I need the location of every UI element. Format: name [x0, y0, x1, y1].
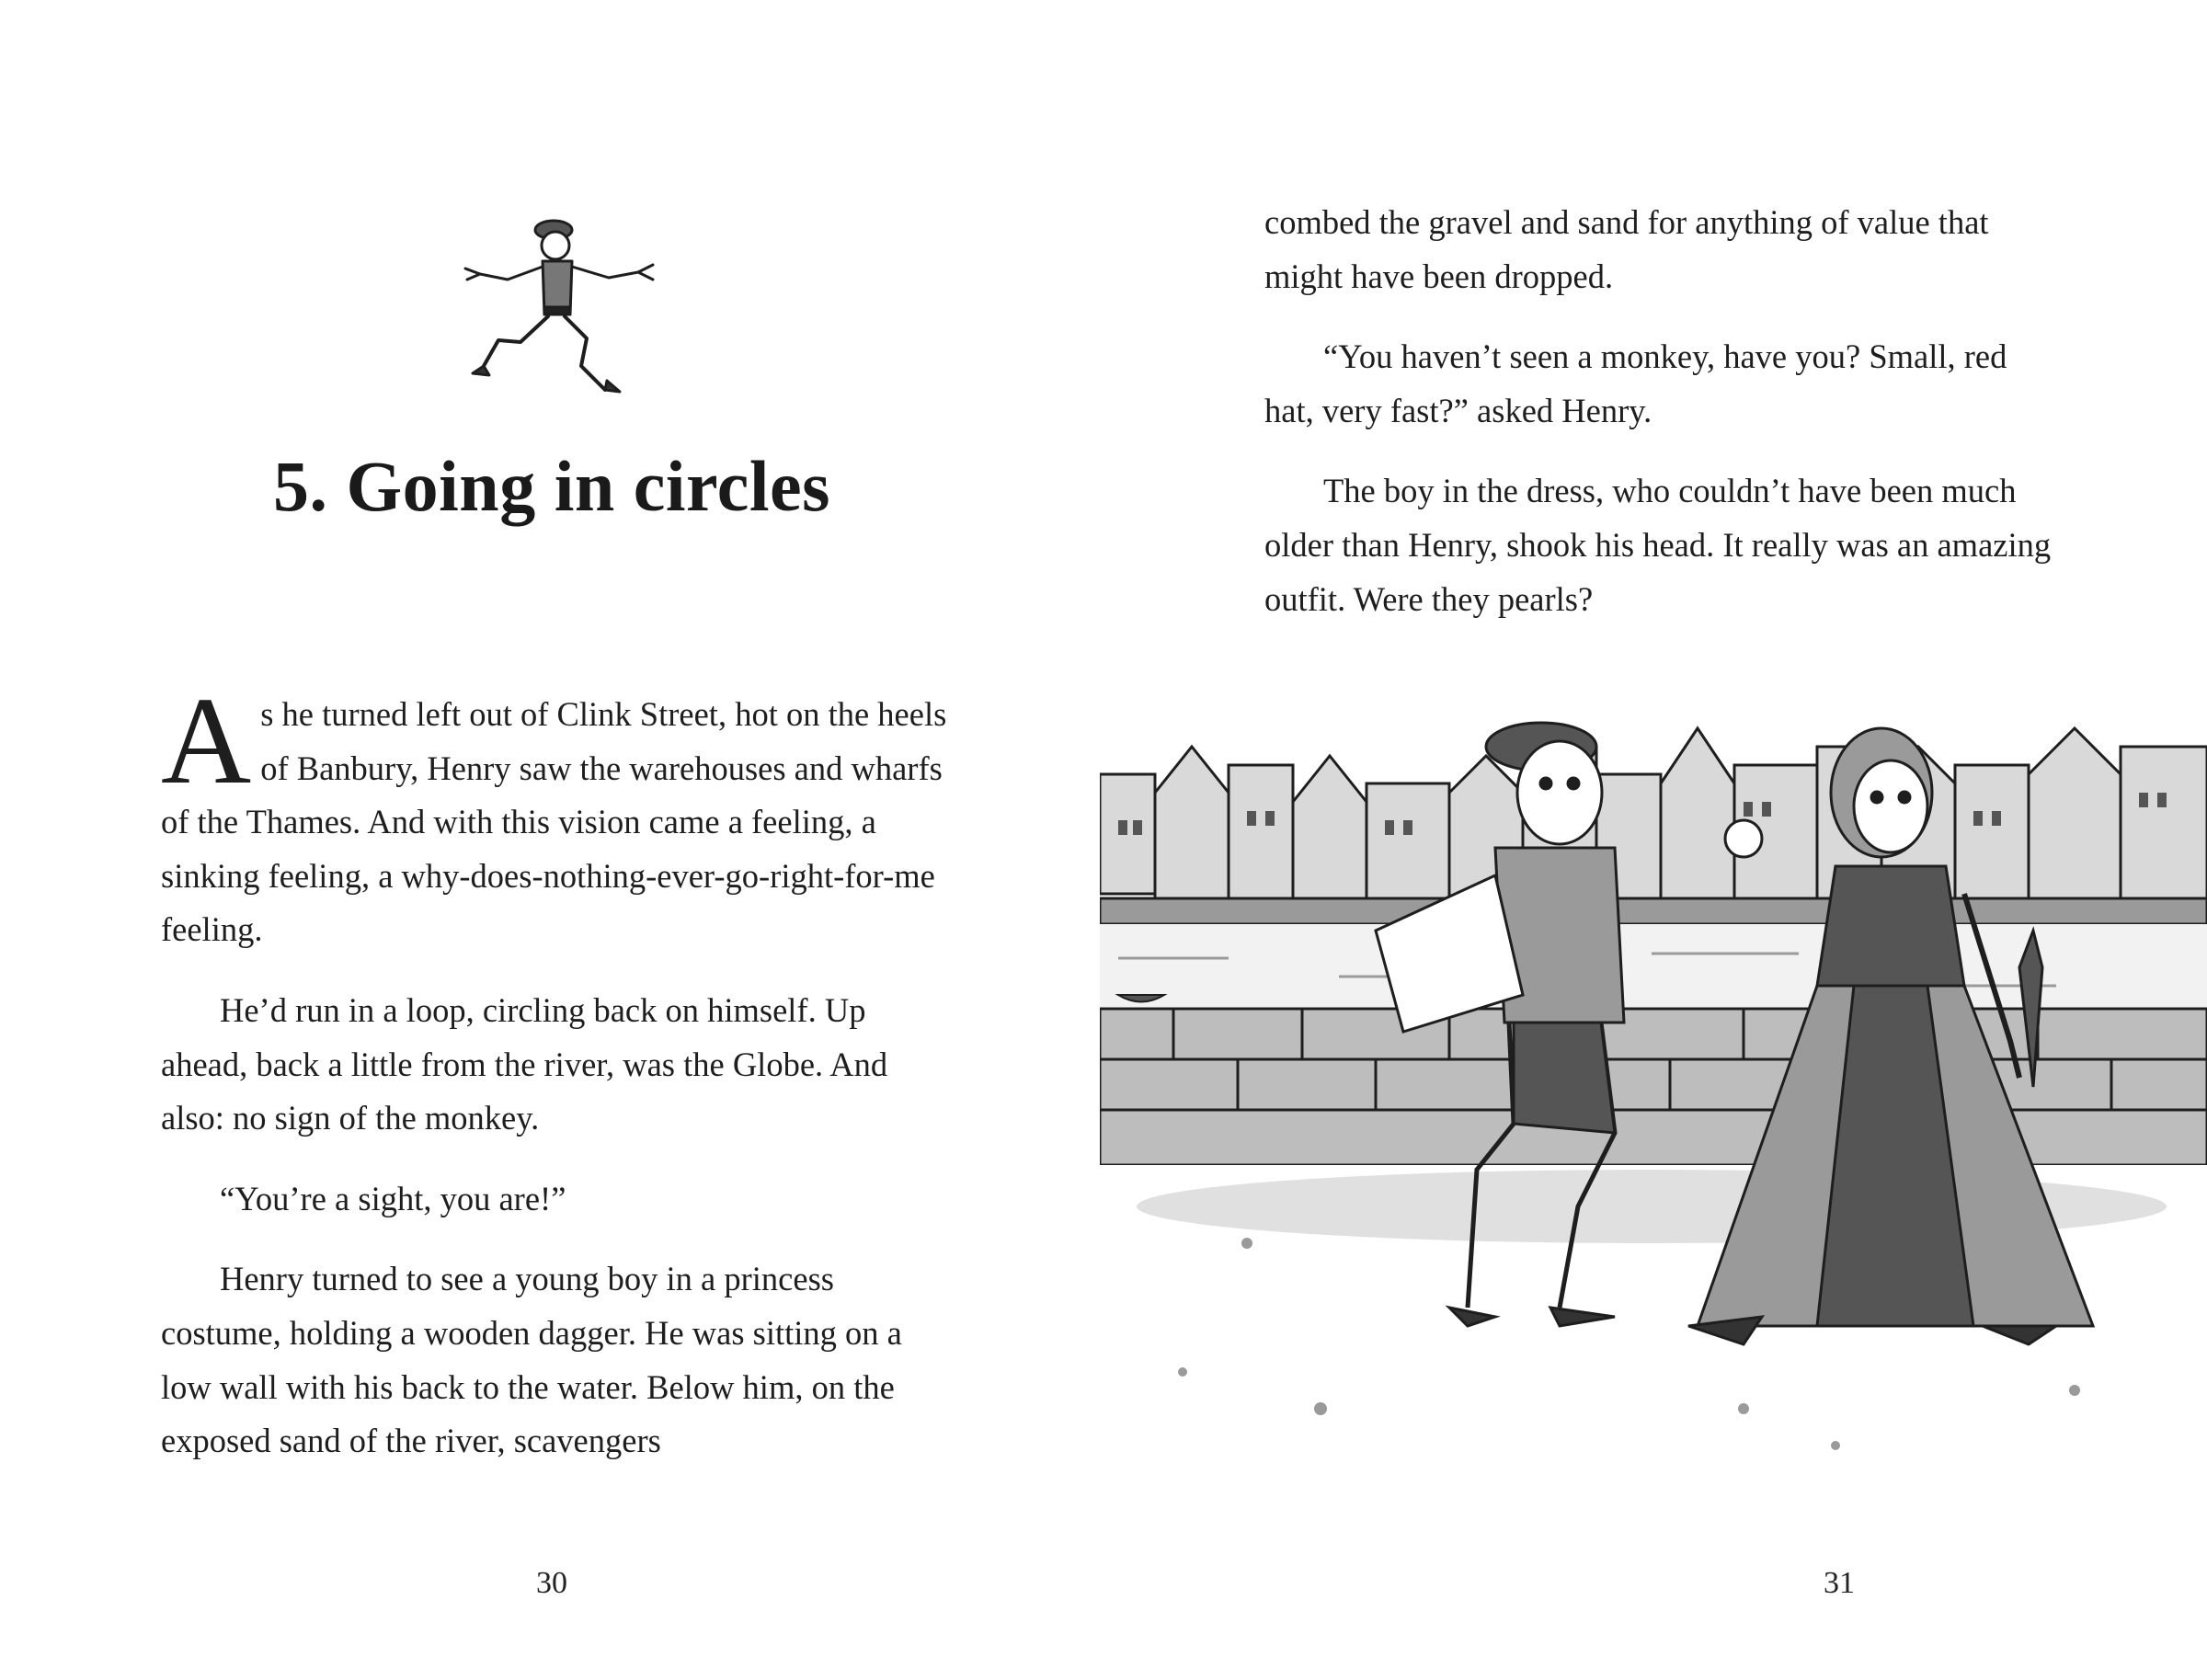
- running-boy-illustration: [425, 204, 682, 406]
- riverside-scene-illustration: [1100, 691, 2207, 1482]
- page-number: 31: [1824, 1566, 1855, 1600]
- stone-wall: [1100, 1009, 2207, 1165]
- paragraph: The boy in the dress, who couldn’t have been much older than Henry, shook his head. It really was an amazing outfit. Were they pearls?: [1264, 472, 2052, 618]
- paragraph: He’d run in a loop, circling back on himself. Up ahead, back a little from the river, was the Globe. And also: no sign of the monkey.: [161, 990, 888, 1137]
- paragraph: combed the gravel and sand for anything of value that might have been dropped.: [1264, 203, 1989, 295]
- right-page-body: [1264, 196, 2055, 653]
- apple-icon: [1725, 820, 1762, 857]
- wharf: [1100, 898, 2207, 924]
- paragraph: As he turned left out of Clink Street, hot on the heels of Banbury, Henry saw the warehouses and wharfs of the Thames. And with this vision came a feeling, a sinking feeling, a why-does-nothing-ever-go-right-for-me feeling.: [161, 672, 947, 949]
- left-page-body: [161, 672, 952, 1495]
- paragraph: Henry turned to see a young boy in a princess costume, holding a wooden dagger. He was sitting on a low wall with his back to the water. Below him, on the exposed sand of the river, scavengers: [161, 1260, 902, 1460]
- paragraph: “You’re a sight, you are!”: [220, 1179, 566, 1217]
- chapter-title: 5. Going in circles: [272, 446, 831, 526]
- paragraph: “You haven’t seen a monkey, have you? Small, red hat, very fast?” asked Henry.: [1264, 337, 2007, 429]
- page-number: 30: [536, 1566, 567, 1600]
